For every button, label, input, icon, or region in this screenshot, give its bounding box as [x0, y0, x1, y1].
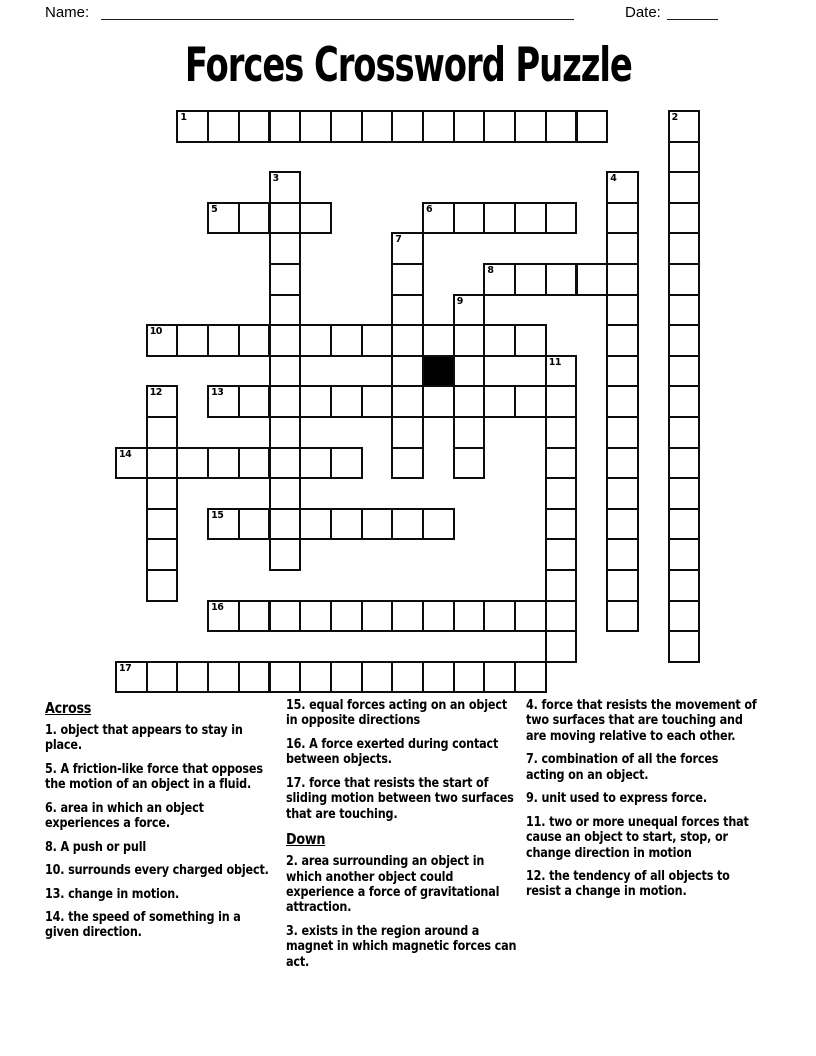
clue-item: 12. the tendency of all objects to resist a change in motion. — [526, 868, 730, 900]
puzzle-title: Forces Crossword Puzzle — [184, 38, 632, 93]
grid-cell[interactable] — [514, 661, 547, 694]
grid-cell[interactable] — [606, 263, 639, 296]
date-line[interactable] — [667, 19, 718, 20]
grid-cell[interactable] — [483, 661, 516, 694]
clue-item: 16. A force exerted during contact between objects. — [286, 736, 499, 768]
grid-cell[interactable] — [146, 416, 179, 449]
grid-cell[interactable] — [453, 600, 486, 633]
name-label: Name: — [45, 4, 90, 21]
grid-cell[interactable] — [269, 385, 302, 418]
grid-cell[interactable] — [453, 416, 486, 449]
grid-cell[interactable] — [115, 447, 148, 480]
grid-cell[interactable] — [453, 661, 486, 694]
grid-cell[interactable] — [483, 202, 516, 235]
grid-cell[interactable] — [207, 202, 240, 235]
cell-number: 15 — [211, 509, 224, 521]
grid-cell[interactable] — [514, 324, 547, 357]
grid-cell[interactable] — [238, 600, 271, 633]
grid-cell[interactable] — [668, 355, 701, 388]
grid-cell[interactable] — [391, 416, 424, 449]
clue-item: 1. object that appears to stay in place. — [45, 723, 243, 754]
clue-item: 11. two or more unequal forces that cause an object to start, stop, or change direction in motion — [526, 814, 749, 861]
clue-item: 14. the speed of something in a given direction. — [45, 909, 241, 941]
grid-cell[interactable] — [299, 447, 332, 480]
grid-cell[interactable] — [391, 232, 424, 265]
cell-number: 11 — [548, 356, 562, 368]
cell-number: 14 — [119, 448, 132, 460]
cell-number: 17 — [119, 662, 132, 674]
grid-cell[interactable] — [269, 355, 302, 388]
grid-cell[interactable] — [330, 661, 363, 694]
grid-cell[interactable] — [453, 324, 486, 357]
grid-cell[interactable] — [576, 263, 609, 296]
cell-number: 5 — [211, 203, 218, 215]
grid-cell[interactable] — [238, 447, 271, 480]
grid-cell[interactable] — [606, 538, 639, 571]
clue-item: 17. force that resists the start of sliding motion between two surfaces that are touching. — [286, 775, 514, 822]
clue-item: 3. exists in the region around a magnet in which magnetic forces can act. — [286, 923, 517, 970]
grid-cell[interactable] — [668, 110, 701, 143]
grid-cell[interactable] — [391, 508, 424, 541]
grid-cell[interactable] — [606, 508, 639, 541]
grid-cell[interactable] — [606, 600, 639, 633]
grid-cell[interactable] — [207, 600, 240, 633]
grid-cell[interactable] — [269, 110, 302, 143]
grid-cell[interactable] — [483, 600, 516, 633]
grid-cell[interactable] — [668, 569, 701, 602]
grid-cell[interactable] — [146, 661, 179, 694]
clue-item: 7. combination of all the forces acting on an object. — [526, 752, 719, 783]
grid-cell[interactable] — [668, 294, 701, 327]
grid-cell[interactable] — [299, 661, 332, 694]
grid-cell[interactable] — [606, 355, 639, 388]
grid-cell-wide[interactable] — [483, 355, 546, 388]
grid-cell[interactable] — [668, 141, 701, 174]
grid-cell[interactable] — [576, 110, 609, 143]
grid-cell[interactable] — [453, 110, 486, 143]
cell-number: 7 — [395, 234, 402, 246]
grid-cell[interactable] — [146, 569, 179, 602]
grid-cell[interactable] — [269, 202, 302, 235]
grid-cell[interactable] — [606, 447, 639, 480]
grid-cell[interactable] — [453, 202, 486, 235]
grid-cell[interactable] — [483, 110, 516, 143]
clue-number: 15. — [286, 698, 306, 713]
grid-cell[interactable] — [361, 600, 394, 633]
grid-cell[interactable] — [606, 477, 639, 510]
grid-cell[interactable] — [176, 661, 209, 694]
grid-cell[interactable] — [514, 263, 547, 296]
clue-number: 3. — [286, 923, 298, 939]
grid-cell[interactable] — [483, 263, 516, 296]
grid-cell[interactable] — [269, 294, 302, 327]
grid-cell[interactable] — [361, 508, 394, 541]
grid-cell[interactable] — [668, 385, 701, 418]
grid-cell[interactable] — [483, 385, 516, 418]
cell-number: 10 — [149, 326, 162, 338]
grid-cell[interactable] — [299, 385, 332, 418]
grid-cell[interactable] — [391, 110, 424, 143]
grid-cell[interactable] — [146, 477, 179, 510]
grid-cell[interactable] — [269, 447, 302, 480]
grid-cell[interactable] — [269, 661, 302, 694]
grid-cell[interactable] — [514, 110, 547, 143]
grid-cell[interactable] — [238, 202, 271, 235]
grid-cell[interactable] — [238, 110, 271, 143]
grid-cell[interactable] — [269, 324, 302, 357]
grid-cell[interactable] — [422, 110, 455, 143]
grid-cell[interactable] — [391, 294, 424, 327]
grid-cell[interactable] — [299, 202, 332, 235]
clue-item: 5. A friction-like force that opposes the motion of an object in a fluid. — [45, 761, 263, 793]
grid-cell[interactable] — [545, 569, 578, 602]
grid-cell[interactable] — [668, 630, 701, 663]
grid-cell[interactable] — [453, 355, 486, 388]
grid-cell[interactable] — [668, 508, 701, 541]
cell-number: 12 — [149, 387, 162, 399]
date-label: Date: — [625, 4, 661, 21]
grid-cell[interactable] — [606, 416, 639, 449]
clue-item: 10. surrounds every charged object. — [45, 863, 269, 879]
grid-cell[interactable] — [453, 294, 486, 327]
grid-cell[interactable] — [269, 171, 302, 204]
grid-cell[interactable] — [606, 294, 639, 327]
grid-cell[interactable] — [146, 385, 179, 418]
grid-cell[interactable] — [330, 600, 363, 633]
grid-cell[interactable] — [391, 355, 424, 388]
title-wrap — [0, 38, 816, 93]
grid-cell[interactable] — [422, 324, 455, 357]
grid-cell[interactable] — [361, 661, 394, 694]
grid-cell[interactable] — [545, 477, 578, 510]
cell-number: 9 — [456, 295, 463, 307]
clue-number: 13. — [45, 886, 65, 902]
clue-item: 13. change in motion. — [45, 886, 180, 902]
grid-cell[interactable] — [668, 477, 701, 510]
clue-number: 11. — [526, 814, 546, 830]
grid-cell-black — [422, 355, 455, 388]
cell-number: 16 — [211, 601, 224, 613]
clue-number: 14. — [45, 909, 65, 925]
grid-cell[interactable] — [483, 324, 516, 357]
clue-number: 4. — [526, 698, 538, 713]
grid-cell[interactable] — [361, 385, 394, 418]
grid-cell[interactable] — [207, 447, 240, 480]
grid-cell[interactable] — [238, 385, 271, 418]
grid-cell[interactable] — [207, 508, 240, 541]
clue-item: 15. equal forces acting on an object in opposite directions — [286, 698, 508, 729]
grid-cell[interactable] — [545, 630, 578, 663]
clue-number: 17. — [286, 775, 306, 791]
grid-cell[interactable] — [299, 110, 332, 143]
cell-number: 4 — [610, 173, 617, 185]
grid-cell[interactable] — [545, 447, 578, 480]
grid-cell[interactable] — [668, 600, 701, 633]
grid-cell[interactable] — [668, 416, 701, 449]
grid-cell[interactable] — [146, 324, 179, 357]
grid-cell[interactable] — [269, 538, 302, 571]
grid-cell[interactable] — [668, 538, 701, 571]
grid-cell[interactable] — [606, 324, 639, 357]
grid-cell[interactable] — [391, 324, 424, 357]
grid-cell[interactable] — [514, 600, 547, 633]
grid-cell[interactable] — [545, 355, 578, 388]
clue-item: 6. area in which an object experiences a force. — [45, 800, 204, 832]
clue-column — [45, 698, 276, 949]
clue-column — [286, 698, 517, 978]
clue-number: 7. — [526, 752, 538, 768]
clue-number: 12. — [526, 868, 546, 884]
grid-cell[interactable] — [606, 202, 639, 235]
grid-cell[interactable] — [299, 600, 332, 633]
grid-cell[interactable] — [606, 569, 639, 602]
clue-column — [526, 698, 757, 908]
grid-cell[interactable] — [269, 508, 302, 541]
grid-cell[interactable] — [606, 171, 639, 204]
grid-cell[interactable] — [146, 447, 179, 480]
grid-cell[interactable] — [238, 508, 271, 541]
grid-cell[interactable] — [391, 661, 424, 694]
clue-item: 2. area surrounding an object in which another object could experience a force of gravitational attraction. — [286, 854, 500, 916]
cell-number: 6 — [426, 203, 433, 215]
clues-section — [0, 698, 816, 1028]
grid-cell[interactable] — [391, 600, 424, 633]
grid-cell[interactable] — [606, 232, 639, 265]
grid-cell[interactable] — [269, 416, 302, 449]
grid-cell[interactable] — [545, 385, 578, 418]
clue-list-header: Down — [286, 830, 326, 849]
clue-number: 5. — [45, 761, 57, 777]
grid-cell[interactable] — [391, 263, 424, 296]
grid-cell[interactable] — [545, 538, 578, 571]
name-line[interactable] — [101, 19, 574, 20]
grid-cell[interactable] — [299, 324, 332, 357]
grid-cell[interactable] — [668, 263, 701, 296]
grid-cell[interactable] — [269, 232, 302, 265]
grid-cell[interactable] — [361, 324, 394, 357]
grid-cell[interactable] — [668, 447, 701, 480]
grid-cell[interactable] — [422, 600, 455, 633]
grid-cell[interactable] — [545, 263, 578, 296]
grid-cell[interactable] — [330, 110, 363, 143]
grid-cell[interactable] — [606, 385, 639, 418]
grid-cell[interactable] — [207, 661, 240, 694]
grid-cell[interactable] — [238, 324, 271, 357]
grid-cell[interactable] — [391, 385, 424, 418]
clue-item: 8. A push or pull — [45, 839, 147, 855]
grid-cell[interactable] — [207, 324, 240, 357]
grid-cell[interactable] — [330, 385, 363, 418]
clue-list-header: Across — [45, 699, 92, 717]
grid-cell[interactable] — [514, 385, 547, 418]
grid-cell[interactable] — [668, 202, 701, 235]
grid-cell[interactable] — [453, 447, 486, 480]
grid-cell[interactable] — [269, 600, 302, 633]
grid-cell[interactable] — [422, 385, 455, 418]
grid-cell[interactable] — [115, 661, 148, 694]
clue-item: 9. unit used to express force. — [526, 791, 707, 807]
clue-item: 4. force that resists the movement of two surfaces that are touching and are moving relative to each other. — [526, 698, 757, 744]
clue-number: 9. — [526, 791, 538, 807]
cell-number: 8 — [487, 265, 494, 276]
clue-number: 2. — [286, 854, 298, 870]
grid-cell[interactable] — [299, 508, 332, 541]
cell-number: 1 — [180, 112, 187, 123]
clue-number: 1. — [45, 723, 57, 738]
grid-cell[interactable] — [176, 110, 209, 143]
grid-cell[interactable] — [330, 447, 363, 480]
grid-cell[interactable] — [668, 232, 701, 265]
cell-number: 3 — [272, 173, 279, 185]
grid-cell[interactable] — [207, 110, 240, 143]
grid-cell[interactable] — [238, 661, 271, 694]
grid-cell[interactable] — [668, 324, 701, 357]
grid-cell[interactable] — [146, 538, 179, 571]
grid-cell[interactable] — [330, 324, 363, 357]
grid-cell[interactable] — [176, 447, 209, 480]
clue-number: 6. — [45, 800, 57, 816]
grid-cell[interactable] — [545, 110, 578, 143]
clue-number: 10. — [45, 863, 65, 879]
grid-cell[interactable] — [207, 385, 240, 418]
grid-cell[interactable] — [269, 477, 302, 510]
cell-number: 2 — [671, 112, 678, 123]
grid-cell[interactable] — [422, 508, 455, 541]
grid-cell[interactable] — [453, 385, 486, 418]
cell-number: 13 — [211, 387, 224, 399]
grid-cell[interactable] — [269, 263, 302, 296]
grid-cell[interactable] — [391, 447, 424, 480]
grid-cell[interactable] — [545, 508, 578, 541]
grid-cell[interactable] — [422, 202, 455, 235]
clue-number: 8. — [45, 839, 57, 855]
grid-cell[interactable] — [545, 600, 578, 633]
grid-cell[interactable] — [545, 416, 578, 449]
grid-cell[interactable] — [422, 661, 455, 694]
grid-cell[interactable] — [330, 508, 363, 541]
grid-cell[interactable] — [176, 324, 209, 357]
grid-cell[interactable] — [146, 508, 179, 541]
grid-cell[interactable] — [361, 110, 394, 143]
grid-cell[interactable] — [545, 202, 578, 235]
grid-cell[interactable] — [514, 202, 547, 235]
clue-number: 16. — [286, 736, 306, 752]
grid-cell[interactable] — [668, 171, 701, 204]
